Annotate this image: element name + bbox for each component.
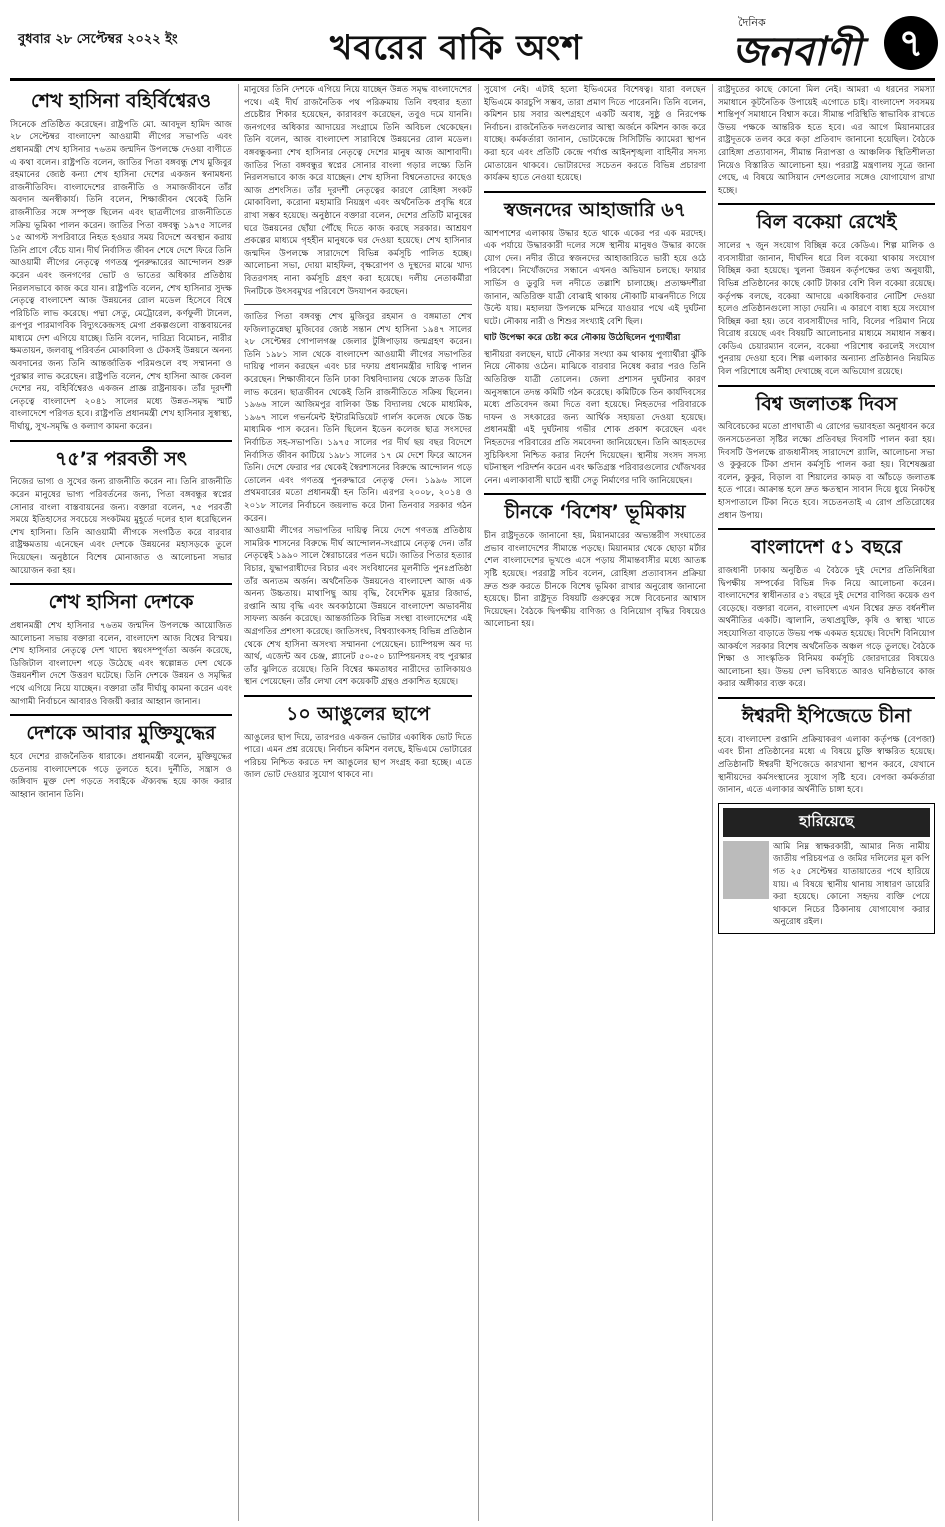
lost-notice (718, 803, 935, 934)
column-3 (484, 84, 706, 1521)
rule (244, 304, 472, 305)
headline: শেখ হাসিনা বহির্বিশ্বেরও (31, 90, 211, 112)
article-body: রাজধানী ঢাকায় অনুষ্ঠিত এ বৈঠকে দুই দেশের প্রতিনিধিরা দ্বিপক্ষীয় সম্পর্কের বিভিন্ন দিক নিয়ে আলোচনা করেন। বাংলাদেশের স্বাধীনতার ৫১ বছরে দুই দেশের বাণিজ্য কয়েক গুণ বেড়েছে। বক্তারা বলেন, বাংলাদেশ এখন বিশ্বের দ্রুত বর্ধনশীল অর্থনীতির একটি। জ্বালানি, তথ্যপ্রযুক্তি, কৃষি ও স্বাস্থ্য খাতে সহযোগিতা বাড়াতে উভয় পক্ষ একমত হয়েছে। বিদেশি বিনিয়োগ আকর্ষণে সরকার বিশেষ অর্থনৈতিক অঞ্চল গড়ে তুলছে। বৈঠকে শিক্ষা ও সাংস্কৃতিক বিনিময় কর্মসূচি জোরদারের বিষয়েও আলোচনা হয়। উভয় দেশ ভবিষ্যতে আরও ঘনিষ্ঠভাবে কাজ করার অঙ্গীকার ব্যক্ত করে। (718, 566, 935, 690)
headline: চীনকে ‘বিশেষ’ ভূমিকায় (484, 493, 706, 524)
article-body: হবে। বাংলাদেশ রপ্তানি প্রক্রিয়াকরণ এলাকা কর্তৃপক্ষ (বেপজা) এবং চীনা প্রতিষ্ঠানের মধ্যে এ বিষয়ে চুক্তি স্বাক্ষরিত হয়েছে। প্রতিষ্ঠানটি ঈশ্বরদী ইপিজেডে কারখানা স্থাপন করবে, যেখানে স্থানীয়দের কর্মসংস্থানের সুযোগ সৃষ্টি হবে। বেপজা কর্মকর্তারা জানান, এতে এলাকার অর্থনীতি চাঙ্গা হবে। (718, 734, 935, 796)
article-body: সালের ৭ জুন সংযোগ বিচ্ছিন্ন করে কেডিএ। শিল্প মালিক ও ব্যবসায়ীরা জানান, দীর্ঘদিন ধরে বিল বকেয়া থাকায় সংযোগ বিচ্ছিন্ন করা হয়েছে। খুলনা উন্নয়ন কর্তৃপক্ষের তথ্য অনুযায়ী, বিভিন্ন প্রতিষ্ঠানের কাছে কোটি টাকার বেশি বিল বকেয়া রয়েছে। কর্তৃপক্ষ বলছে, বকেয়া আদায়ে একাধিকবার নোটিশ দেওয়া হলেও প্রতিষ্ঠানগুলো সাড়া দেয়নি। এ কারণে বাধ্য হয়ে সংযোগ বিচ্ছিন্ন করা হয়। তবে ব্যবসায়ীদের দাবি, বিলের পরিমাণ নিয়ে বিরোধ রয়েছে এবং বিষয়টি আলোচনার মাধ্যমে সমাধান সম্ভব। কেডিএ চেয়ারম্যান বলেন, বকেয়া পরিশোধ করলেই সংযোগ পুনরায় দেওয়া হবে। শিল্প এলাকার অন্যান্য প্রতিষ্ঠানও নিয়মিত বিল পরিশোধে অনীহা দেখাচ্ছে বলে অভিযোগ রয়েছে। (718, 241, 935, 378)
headline: শেখ হাসিনা দেশকে (10, 583, 232, 614)
article-body: চীন রাষ্ট্রদূতকে জানানো হয়, মিয়ানমারের অভ্যন্তরীণ সংঘাতের প্রভাব বাংলাদেশের সীমান্তে পড়ছে। মিয়ানমার থেকে ছোড়া মর্টার শেল বাংলাদেশের ভূখণ্ডে এসে পড়ায় সীমান্তবাসীর মধ্যে আতঙ্ক সৃষ্টি হয়েছে। পররাষ্ট্র সচিব বলেন, রোহিঙ্গা প্রত্যাবাসন প্রক্রিয়া দ্রুত শুরু করতে চীনকে বিশেষ ভূমিকা রাখার অনুরোধ জানানো হয়েছে। চীনা রাষ্ট্রদূত বিষয়টি গুরুত্বের সঙ্গে বিবেচনার আশ্বাস দিয়েছেন। বৈঠকে দ্বিপক্ষীয় বাণিজ্য ও বিনিয়োগ বৃদ্ধির বিষয়েও আলোচনা হয়। (484, 531, 706, 630)
headline: দেশকে আবার মুক্তিযুদ্ধের (10, 714, 232, 745)
article-body: সুযোগ নেই। এটাই হলো ইভিএমের বিশেষত্ব। যারা বলছেন ইভিএমে কারচুপি সম্ভব, তারা প্রমাণ দিতে পারেননি। তিনি বলেন, কমিশন চায় সবার অংশগ্রহণে একটি অবাধ, সুষ্ঠু ও নিরপেক্ষ নির্বাচন। রাজনৈতিক দলগুলোর আস্থা অর্জনে কমিশন কাজ করে যাচ্ছে। কর্মকর্তারা জানান, ভোটকেন্দ্রে সিসিটিভি ক্যামেরা স্থাপন করা হবে এবং প্রতিটি কেন্দ্রে পর্যাপ্ত আইনশৃঙ্খলা বাহিনীর সদস্য মোতায়েন থাকবে। ভোটারদের সচেতন করতে বিভিন্ন প্রচারণা কার্যক্রম হাতে নেওয়া হয়েছে। (484, 85, 706, 184)
article-body: সিনেকে প্রতিষ্ঠিত করেছেন। রাষ্ট্রপতি মো. আবদুল হামিদ আজ ২৮ সেপ্টেম্বর বাংলাদেশ আওয়ামী লীগের সভাপতি এবং প্রধানমন্ত্রী শেখ হাসিনার ৭৬তম জন্মদিন উপলক্ষে দেওয়া বাণীতে এ কথা বলেন। রাষ্ট্রপতি বলেন, জাতির পিতা বঙ্গবন্ধু শেখ মুজিবুর রহমানের জ্যেষ্ঠ কন্যা শেখ হাসিনা দেশের একজন স্বনামধন্য রাজনীতিবিদ। বাংলাদেশের রাজনীতি ও সমাজজীবনে তাঁর অবদান অনস্বীকার্য। তিনি বলেন, শিক্ষাজীবন থেকেই তিনি রাজনীতির সঙ্গে সম্পৃক্ত ছিলেন এবং ছাত্রলীগের রাজনীতিতে সক্রিয় ভূমিকা পালন করেন। জাতির পিতা বঙ্গবন্ধু ১৯৭৫ সালের ১৫ আগস্ট সপরিবারে নিহত হওয়ার সময় বিদেশে অবস্থান করায় তিনি প্রাণে বেঁচে যান। দীর্ঘ নির্বাসিত জীবন শেষে দেশে ফিরে তিনি আওয়ামী লীগের নেতৃত্বে গণতন্ত্র পুনরুদ্ধারের আন্দোলন শুরু করেন এবং জনগণের ভোট ও ভাতের অধিকার প্রতিষ্ঠায় নিরলসভাবে কাজ করে যান। রাষ্ট্রপতি বলেন, শেখ হাসিনার সুদক্ষ নেতৃত্বে বাংলাদেশ আজ উন্নয়নের রোল মডেল হিসেবে বিশ্বে পরিচিতি লাভ করেছে। পদ্মা সেতু, মেট্রোরেল, কর্ণফুলী টানেল, রূপপুর পারমাণবিক বিদ্যুৎকেন্দ্রসহ মেগা প্রকল্পগুলো বাস্তবায়নের মাধ্যমে দেশ এগিয়ে যাচ্ছে। তিনি বলেন, দারিদ্র্য বিমোচন, নারীর ক্ষমতায়ন, জলবায়ু পরিবর্তন মোকাবিলা ও টেকসই উন্নয়নে অনন্য অবদানের জন্য তিনি আন্তর্জাতিক পরিমণ্ডলে বহু সম্মাননা ও পুরস্কার লাভ করেছেন। রাষ্ট্রপতি বলেন, শেখ হাসিনা আজ কেবল দেশের নয়, বহির্বিশ্বেরও একজন প্রাজ্ঞ রাষ্ট্রনায়ক। তাঁর দূরদর্শী নেতৃত্বে বাংলাদেশ ২০৪১ সালের মধ্যে উন্নত-সমৃদ্ধ স্মার্ট বাংলাদেশে পরিণত হবে। রাষ্ট্রপতি প্রধানমন্ত্রী শেখ হাসিনার সুস্বাস্থ্য, দীর্ঘায়ু, সুখ-সমৃদ্ধি ও কল্যাণ কামনা করেন। (10, 119, 232, 433)
issue-date: বুধবার ২৮ সেপ্টেম্বর ২০২২ ইং (18, 32, 178, 47)
page-number: ৭ (884, 16, 938, 70)
headline: স্বজনদের আহাজারি ৬৭ (484, 191, 706, 222)
person-photo (723, 841, 769, 899)
article-body: আঙুলের ছাপ দিয়ে, তারপরও একজন ভোটার একাধিক ভোট দিতে পারে। এমন প্রশ্ন রয়েছে। নির্বাচন কমিশন বলছে, ইভিএমে ভোটারের পরিচয় নিশ্চিত করতে দশ আঙুলের ছাপ সংগ্রহ করা হচ্ছে। এতে জাল ভোট দেওয়ার সুযোগ থাকবে না। (244, 732, 472, 781)
column-divider (238, 84, 239, 1521)
headline: ৭৫’র পরবর্তী সৎ (10, 440, 232, 471)
headline: বিশ্ব জলাতঙ্ক দিবস (718, 385, 935, 416)
article-body: অবিবেচকের মতো প্রাণঘাতী এ রোগের ভয়াবহতা অনুধাবন করে জনসচেতনতা সৃষ্টির লক্ষ্যে প্রতিবছর দিবসটি পালন করা হয়। দিবসটি উপলক্ষে রাজধানীসহ সারাদেশে র‌্যালি, আলোচনা সভা ও কুকুরকে টিকা প্রদান কর্মসূচি পালন করা হয়। বিশেষজ্ঞরা বলেন, কুকুর, বিড়াল বা শিয়ালের কামড় বা আঁচড়ে জলাতঙ্ক হতে পারে। আক্রান্ত হলে দ্রুত ক্ষতস্থান সাবান দিয়ে ধুয়ে নিকটস্থ হাসপাতালে টিকা নিতে হবে। সচেতনতাই এ রোগ প্রতিরোধের প্রধান উপায়। (718, 422, 935, 521)
article-body: স্থানীয়রা বলছেন, ঘাটে নৌকার সংখ্যা কম থাকায় পুণ্যার্থীরা ঝুঁকি নিয়ে নৌকায় ওঠেন। মাঝিকে বারবার নিষেধ করার পরও তিনি অতিরিক্ত যাত্রী তোলেন। জেলা প্রশাসন দুর্ঘটনার কারণ অনুসন্ধানে তদন্ত কমিটি গঠন করেছে। কমিটিকে তিন কার্যদিবসের মধ্যে প্রতিবেদন জমা দিতে বলা হয়েছে। নিহতদের পরিবারকে দাফন ও সৎকারের জন্য আর্থিক সহায়তা দেওয়া হয়েছে। প্রধানমন্ত্রী এই দুর্ঘটনায় গভীর শোক প্রকাশ করেছেন এবং নিহতদের পরিবারের প্রতি সমবেদনা জানিয়েছেন। তিনি আহতদের সুচিকিৎসা নিশ্চিত করার নির্দেশ দিয়েছেন। স্থানীয় সংসদ সদস্য ঘটনাস্থল পরিদর্শন করেন এবং ক্ষতিগ্রস্ত পরিবারগুলোর খোঁজখবর নেন। এলাকাবাসী ঘাটে স্থায়ী সেতু নির্মাণের দাবি জানিয়েছেন। (484, 349, 706, 486)
headline: বাংলাদেশ ৫১ বছরে (718, 528, 935, 559)
lost-notice-title: হারিয়েছে (723, 808, 930, 837)
article-body: মানুষের তিনি দেশকে এগিয়ে নিয়ে যাচ্ছেন উন্নত সমৃদ্ধ বাংলাদেশের পথে। এই দীর্ঘ রাজনৈতিক পথ পরিক্রমায় তিনি বহুবার হত্যা প্রচেষ্টার শিকার হয়েছেন, কারাবরণ করেছেন, তবুও দমে যাননি। জনগণের অধিকার আদায়ের সংগ্রামে তিনি অবিচল থেকেছেন। তিনি বলেন, আজ বাংলাদেশ সারাবিশ্বে উন্নয়নের রোল মডেল। বঙ্গবন্ধুকন্যা শেখ হাসিনার নেতৃত্বে দেশের মানুষ আজ আশাবাদী। জাতির পিতা বঙ্গবন্ধুর স্বপ্নের সোনার বাংলা গড়ার লক্ষ্যে তিনি নিরলসভাবে কাজ করে যাচ্ছেন। শেখ হাসিনা বিশ্বনেতাদের কাছেও আজ প্রশংসিত। তাঁর দূরদর্শী নেতৃত্বের কারণে রোহিঙ্গা সংকট মোকাবিলা, করোনা মহামারি নিয়ন্ত্রণ এবং অর্থনৈতিক প্রবৃদ্ধি ধরে রাখা সম্ভব হয়েছে। অনুষ্ঠানে বক্তারা বলেন, দেশের প্রতিটি মানুষের ঘরে উন্নয়নের ছোঁয়া পৌঁছে দিতে কাজ করছে সরকার। আশ্রয়ণ প্রকল্পের মাধ্যমে গৃহহীন মানুষকে ঘর দেওয়া হয়েছে। শেখ হাসিনার জন্মদিন উপলক্ষে সারাদেশে বিভিন্ন কর্মসূচি পালিত হচ্ছে। আলোচনা সভা, দোয়া মাহফিল, বৃক্ষরোপণ ও দুস্থদের মাঝে খাদ্য বিতরণসহ নানা কর্মসূচি গ্রহণ করা হয়েছে। দলীয় নেতাকর্মীরা দিনটিকে উৎসবমুখর পরিবেশে উদযাপন করছেন। (244, 85, 472, 297)
headline: বিল বকেয়া রেখেই (718, 203, 935, 234)
article-body: প্রধানমন্ত্রী শেখ হাসিনার ৭৬তম জন্মদিন উপলক্ষে আয়োজিত আলোচনা সভায় বক্তারা বলেন, বাংলাদেশ আজ বিশ্বের বিস্ময়। শেখ হাসিনার নেতৃত্বে দেশ খাদ্যে স্বয়ংসম্পূর্ণতা অর্জন করেছে, ডিজিটাল বাংলাদেশ গড়ে উঠেছে এবং স্বল্পোন্নত দেশ থেকে উন্নয়নশীল দেশে উত্তরণ ঘটেছে। তিনি দেশকে উন্নয়ন ও সমৃদ্ধির পথে এগিয়ে নিয়ে যাচ্ছেন। বক্তারা তাঁর দীর্ঘায়ু কামনা করেন এবং আগামী নির্বাচনে আবারও বিজয়ী করার আহ্বান জানান। (10, 620, 232, 707)
column-1 (10, 84, 232, 1521)
subheading: ঘাট উপেক্ষা করে চেষ্টা করে নৌকায় উঠেছিলেন পুণ্যার্থীরা (484, 333, 681, 344)
headline: ১০ আঙুলের ছাপে (244, 695, 472, 726)
article-body: হবে দেশের রাজনৈতিক ধারাকে। প্রধানমন্ত্রী বলেন, মুক্তিযুদ্ধের চেতনায় বাংলাদেশকে গড়ে তুলতে হবে। দুর্নীতি, সন্ত্রাস ও জঙ্গিবাদ মুক্ত দেশ গড়তে সবাইকে ঐক্যবদ্ধ হয়ে কাজ করার আহ্বান জানান তিনি। (10, 751, 232, 800)
article-body: আশপাশের এলাকায় উদ্ধার হতে থাকে একের পর এক মরদেহ। এক পর্যায়ে উদ্ধারকারী দলের সঙ্গে স্থানীয় মানুষও উদ্ধার কাজে যোগ দেন। নদীর তীরে স্বজনদের আহাজারিতে ভারী হয়ে ওঠে পরিবেশ। নিখোঁজদের সন্ধানে এখনও অভিযান চলছে। ফায়ার সার্ভিস ও ডুবুরি দল নদীতে তল্লাশি চালাচ্ছে। প্রত্যক্ষদর্শীরা জানান, অতিরিক্ত যাত্রী বোঝাই থাকায় নৌকাটি মাঝনদীতে গিয়ে উল্টে যায়। মহালয়া উপলক্ষে মন্দিরে যাওয়ার পথে এই দুর্ঘটনা ঘটে। নৌকায় নারী ও শিশুর সংখ্যাই বেশি ছিল। (484, 228, 706, 327)
column-divider (712, 84, 713, 1521)
newspaper-logo (728, 14, 924, 75)
lost-notice-text: আমি নিম্ন স্বাক্ষরকারী, আমার নিজ নামীয় জাতীয় পরিচয়পত্র ও জমির দলিলের মূল কপি গত ২৫ সেপ্টেম্বর যাতায়াতের পথে হারিয়ে যায়। এ বিষয়ে স্থানীয় থানায় সাধারণ ডায়েরি করা হয়েছে। কোনো সহৃদয় ব্যক্তি পেয়ে থাকলে নিচের ঠিকানায় যোগাযোগ করার অনুরোধ রইল। (773, 841, 930, 928)
headline: ঈশ্বরদী ইপিজেডে চীনা (718, 697, 935, 728)
article-body: আওয়ামী লীগের সভাপতির দায়িত্ব নিয়ে দেশে গণতন্ত্র প্রতিষ্ঠায় সামরিক শাসনের বিরুদ্ধে দীর্ঘ আন্দোলন-সংগ্রামে নেতৃত্ব দেন। তাঁর নেতৃত্বেই ১৯৯০ সালে স্বৈরাচারের পতন ঘটে। জাতির পিতার হত্যার বিচার, যুদ্ধাপরাধীদের বিচার এবং সংবিধানের মূলনীতি পুনঃপ্রতিষ্ঠা তাঁর অন্যতম অর্জন। অর্থনৈতিক উন্নয়নেও বাংলাদেশ আজ এক অনন্য উচ্চতায়। মাথাপিছু আয় বৃদ্ধি, বৈদেশিক মুদ্রার রিজার্ভ, রপ্তানি আয় বৃদ্ধি এবং অবকাঠামো উন্নয়নে বাংলাদেশ অভাবনীয় সাফল্য অর্জন করেছে। আন্তর্জাতিক বিভিন্ন সংস্থা বাংলাদেশের এই অগ্রগতির প্রশংসা করেছে। জাতিসংঘ, বিশ্বব্যাংকসহ বিভিন্ন প্রতিষ্ঠান থেকে শেখ হাসিনা অসংখ্য সম্মাননা পেয়েছেন। চ্যাম্পিয়ন্স অব দ্য আর্থ, এজেন্ট অব চেঞ্জ, প্ল্যানেট ৫০-৫০ চ্যাম্পিয়নসহ বহু পুরস্কার তাঁর ঝুলিতে রয়েছে। তিনি বিশ্বের ক্ষমতাধর নারীদের তালিকায়ও স্থান পেয়েছেন। তাঁর লেখা বেশ কয়েকটি গ্রন্থও প্রকাশিত হয়েছে। (244, 526, 472, 688)
logo-daily-label: দৈনিক (738, 16, 766, 29)
article-body: নিজের ভাগ্য ও সুখের জন্য রাজনীতি করেন না। তিনি রাজনীতি করেন মানুষের ভাগ্য পরিবর্তনের জন্য, পিতা বঙ্গবন্ধুর স্বপ্নের সোনার বাংলা বাস্তবায়নের জন্য। বক্তারা বলেন, ৭৫ পরবর্তী সময়ে ইতিহাসের সবচেয়ে সংকটময় মুহূর্তে দলের হাল ধরেছিলেন শেখ হাসিনা। তিনি আওয়ামী লীগকে সংগঠিত করে বারবার রাষ্ট্রক্ষমতায় এনেছেন এবং দেশকে উন্নয়নের মহাসড়কে তুলে দিয়েছেন। অনুষ্ঠানে বিশেষ মোনাজাত ও আলোচনা সভার আয়োজন করা হয়। (10, 477, 232, 576)
header-rule (10, 78, 935, 81)
article-body: জাতির পিতা বঙ্গবন্ধু শেখ মুজিবুর রহমান ও বঙ্গমাতা শেখ ফজিলাতুন্নেছা মুজিবের জ্যেষ্ঠ সন্তান শেখ হাসিনা ১৯৪৭ সালের ২৮ সেপ্টেম্বর গোপালগঞ্জ জেলার টুঙ্গিপাড়ায় জন্মগ্রহণ করেন। তিনি ১৯৮১ সাল থেকে বাংলাদেশ আওয়ামী লীগের সভাপতির দায়িত্ব পালন করছেন এবং চার দফায় প্রধানমন্ত্রীর দায়িত্ব পালন করেছেন। শিক্ষাজীবনে তিনি ঢাকা বিশ্ববিদ্যালয় থেকে স্নাতক ডিগ্রি লাভ করেন। ছাত্রজীবন থেকেই তিনি রাজনীতিতে সক্রিয় ছিলেন। ১৯৬৬ সালে আজিমপুর বালিকা উচ্চ বিদ্যালয় থেকে মাধ্যমিক, ১৯৬৭ সালে গভর্নমেন্ট ইন্টারমিডিয়েট গার্লস কলেজ থেকে উচ্চ মাধ্যমিক পাস করেন। তিনি ছিলেন ইডেন কলেজ ছাত্র সংসদের নির্বাচিত সহ-সভাপতি। ১৯৭৫ সালের পর দীর্ঘ ছয় বছর বিদেশে নির্বাসিত জীবন কাটিয়ে ১৯৮১ সালের ১৭ মে দেশে ফিরে আসেন তিনি। দেশে ফেরার পর থেকেই স্বৈরশাসনের বিরুদ্ধে আন্দোলন গড়ে তোলেন এবং গণতন্ত্র পুনরুদ্ধারে নেতৃত্ব দেন। ১৯৯৬ সালে প্রথমবারের মতো প্রধানমন্ত্রী হন তিনি। এরপর ২০০৮, ২০১৪ ও ২০১৮ সালের নির্বাচনে জয়লাভ করে টানা তিনবার সরকার গঠন করেন। (244, 312, 472, 524)
logo-wordmark: জনবাণী (732, 29, 862, 75)
section-title: খবরের বাকি অংশ (330, 28, 583, 68)
article-body: রাষ্ট্রদূতের কাছে কোনো মিল নেই। আমরা এ ধরনের সমস্যা সমাধানে কূটনৈতিক উপায়েই এগোতে চাই। বাংলাদেশ সবসময় শান্তিপূর্ণ সমাধানে বিশ্বাস করে। সীমান্ত পরিস্থিতি স্বাভাবিক রাখতে উভয় পক্ষকে আন্তরিক হতে হবে। এর আগে মিয়ানমারের রাষ্ট্রদূতকে তলব করে কড়া প্রতিবাদ জানানো হয়েছিল। বৈঠকে রোহিঙ্গা প্রত্যাবাসন, সীমান্ত নিরাপত্তা ও আঞ্চলিক স্থিতিশীলতা নিয়েও বিস্তারিত আলোচনা হয়। পররাষ্ট্র মন্ত্রণালয় সূত্রে জানা গেছে, এ বিষয়ে আসিয়ান দেশগুলোর সঙ্গেও যোগাযোগ রাখা হচ্ছে। (718, 85, 935, 196)
column-2 (244, 84, 472, 1521)
column-divider (478, 84, 479, 1521)
column-4 (718, 84, 935, 1521)
